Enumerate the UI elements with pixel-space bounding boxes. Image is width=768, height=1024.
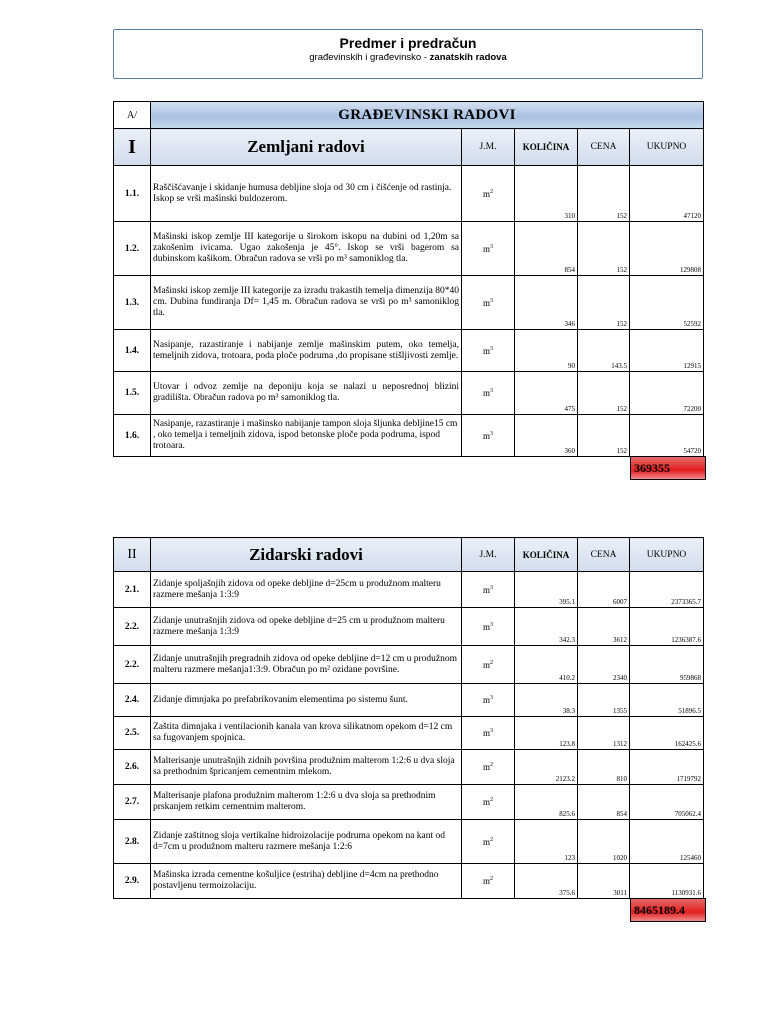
item-total: 129808 <box>630 222 704 276</box>
category-total: 8465189.4 <box>634 903 685 917</box>
category-number: I <box>114 129 151 166</box>
unit-exponent: 3 <box>490 695 493 701</box>
table-row <box>114 785 704 820</box>
item-total: 51896.5 <box>630 684 704 717</box>
column-total: UKUPNO <box>630 538 704 572</box>
item-description: Mašinski iskop zemlje III kategorije za izradu trakastih temelja dimenzija 80*40 cm. Dubina fundiranja Df= 1,45 m. Obračun radova se vrši po m³ samoniklog tla. <box>151 276 462 330</box>
table-row <box>114 572 704 608</box>
unit-base: m <box>482 584 490 595</box>
item-unit <box>462 717 515 750</box>
item-number: 1.2. <box>114 222 151 276</box>
item-price: 1020 <box>578 820 630 864</box>
document-header <box>113 29 703 79</box>
item-price: 810 <box>578 750 630 785</box>
unit-exponent: 2 <box>490 876 493 882</box>
unit-base: m <box>482 797 490 807</box>
item-price: 152 <box>578 166 630 222</box>
item-unit <box>462 276 515 330</box>
table-row <box>114 646 704 684</box>
unit-exponent: 3 <box>490 621 493 628</box>
item-price: 3011 <box>578 864 630 899</box>
item-unit <box>462 785 515 820</box>
document-subtitle <box>114 52 702 63</box>
unit-base: m <box>482 695 490 705</box>
item-price: 152 <box>578 415 630 457</box>
category-header-row <box>114 538 704 572</box>
subtitle-bold: zanatskih radova <box>429 52 507 63</box>
item-unit <box>462 646 515 684</box>
item-description: Zidanje unutrašnjih pregradnih zidova od opeke debljine d=12 cm u produžnom malteru razmere mešanja1:3:9. Obračun po m² ozidane površine. <box>151 646 462 684</box>
item-quantity: 825.6 <box>515 785 578 820</box>
item-description: Utovar i odvoz zemlje na deponiju koja se nalazi u neposrednoj blizini gradilišta. Obračun radova po m³ samoniklog tla. <box>151 372 462 415</box>
unit-exponent: 2 <box>490 188 493 195</box>
unit-exponent: 2 <box>490 836 493 843</box>
section-row <box>114 102 704 129</box>
column-quantity: KOLIČINA <box>515 129 578 166</box>
item-total: 1130931.6 <box>630 864 704 899</box>
item-total: 125460 <box>630 820 704 864</box>
item-quantity: 310 <box>515 166 578 222</box>
column-price: CENA <box>578 538 630 572</box>
item-price: 143.5 <box>578 330 630 372</box>
item-total: 54720 <box>630 415 704 457</box>
item-price: 1312 <box>578 717 630 750</box>
table-row <box>114 864 704 899</box>
item-quantity: 360 <box>515 415 578 457</box>
table-zemljani-radovi <box>113 101 704 457</box>
item-number: 1.4. <box>114 330 151 372</box>
item-unit <box>462 684 515 717</box>
item-quantity: 2123.2 <box>515 750 578 785</box>
unit-base: m <box>482 188 490 199</box>
item-number: 2.7. <box>114 785 151 820</box>
item-unit <box>462 372 515 415</box>
item-unit <box>462 864 515 899</box>
section-code: A/ <box>114 102 151 129</box>
unit-base: m <box>482 728 490 738</box>
category-title: Zemljani radovi <box>151 129 462 166</box>
item-total: 72200 <box>630 372 704 415</box>
item-quantity: 90 <box>515 330 578 372</box>
item-description: Malterisanje unutrašnjih zidnih površina produžnim malterom 1:2:6 u dva sloja sa prethodnim špricanjem cementnim mlekom. <box>151 750 462 785</box>
item-total: 959868 <box>630 646 704 684</box>
item-total: 1236387.6 <box>630 608 704 646</box>
item-number: 1.6. <box>114 415 151 457</box>
item-quantity: 410.2 <box>515 646 578 684</box>
item-quantity: 475 <box>515 372 578 415</box>
unit-base: m <box>482 836 490 847</box>
table-row <box>114 684 704 717</box>
item-unit <box>462 330 515 372</box>
unit-base: m <box>482 762 490 772</box>
item-description: Zaštita dimnjaka i ventilacionih kanala van krova silikatnom opekom d=12 cm sa fugovanjem spojnica. <box>151 717 462 750</box>
table-row <box>114 330 704 372</box>
unit-exponent: 3 <box>490 297 493 304</box>
item-description: Mašinska izrada cementne košuljice (estriha) debljine d=4cm na prethodno postavljenu termoizolaciju. <box>151 864 462 899</box>
unit-exponent: 3 <box>490 584 493 591</box>
unit-exponent: 3 <box>490 728 493 734</box>
table-body <box>114 166 704 457</box>
unit-exponent: 2 <box>490 762 493 768</box>
table-row <box>114 608 704 646</box>
item-number: 2.2. <box>114 608 151 646</box>
unit-base: m <box>482 243 490 254</box>
column-unit: J.M. <box>462 538 515 572</box>
item-unit <box>462 572 515 608</box>
item-unit <box>462 608 515 646</box>
document-title: Predmer i predračun <box>339 35 477 51</box>
item-quantity: 342.3 <box>515 608 578 646</box>
item-unit <box>462 415 515 457</box>
item-total: 12915 <box>630 330 704 372</box>
item-description: Malterisanje plafona produžnim malterom 1:2:6 u dva sloja sa prethodnim prskanjem retkim cementnim malterom. <box>151 785 462 820</box>
item-total: 162425.6 <box>630 717 704 750</box>
category-total-box <box>630 898 706 922</box>
item-unit <box>462 222 515 276</box>
table-row <box>114 372 704 415</box>
table-row <box>114 717 704 750</box>
unit-exponent: 3 <box>490 243 493 250</box>
table-zidarski-radovi <box>113 537 704 899</box>
table-row <box>114 166 704 222</box>
category-header-row <box>114 129 704 166</box>
item-number: 2.6. <box>114 750 151 785</box>
item-unit <box>462 750 515 785</box>
unit-exponent: 3 <box>490 345 493 352</box>
unit-base: m <box>482 621 490 632</box>
item-quantity: 38.3 <box>515 684 578 717</box>
unit-base: m <box>482 876 490 886</box>
item-unit <box>462 820 515 864</box>
item-price: 6007 <box>578 572 630 608</box>
item-number: 2.9. <box>114 864 151 899</box>
item-price: 152 <box>578 276 630 330</box>
item-total: 52592 <box>630 276 704 330</box>
column-quantity: KOLIČINA <box>515 538 578 572</box>
unit-base: m <box>482 297 490 308</box>
table-body <box>114 572 704 899</box>
unit-base: m <box>482 659 490 670</box>
unit-exponent: 2 <box>490 659 493 666</box>
item-price: 152 <box>578 222 630 276</box>
table-row <box>114 222 704 276</box>
item-total: 47120 <box>630 166 704 222</box>
item-total: 2373365.7 <box>630 572 704 608</box>
item-number: 2.8. <box>114 820 151 864</box>
unit-exponent: 3 <box>490 430 493 437</box>
table-row <box>114 276 704 330</box>
table-row <box>114 820 704 864</box>
item-number: 1.5. <box>114 372 151 415</box>
item-quantity: 346 <box>515 276 578 330</box>
table-row <box>114 750 704 785</box>
category-number: II <box>114 538 151 572</box>
item-price: 152 <box>578 372 630 415</box>
item-price: 3612 <box>578 608 630 646</box>
unit-exponent: 3 <box>490 388 493 394</box>
unit-base: m <box>482 345 490 356</box>
item-description: Mašinski iskop zemlje III kategorije u širokom iskopu na dubini od 1,20m sa zakošenim ivicama. Ugao zakošenja je 45°. Iskop se vrši bagerom sa dubinskom kašikom. Obračun radova se vrši po m³ samoniklog tla. <box>151 222 462 276</box>
category-title: Zidarski radovi <box>151 538 462 572</box>
item-description: Zidanje dimnjaka po prefabrikovanim elementima po sistemu šunt. <box>151 684 462 717</box>
item-price: 854 <box>578 785 630 820</box>
item-quantity: 854 <box>515 222 578 276</box>
item-description: Zidanje spoljašnjih zidova od opeke debljine d=25cm u produžnom malteru razmere mešanja 1:3:9 <box>151 572 462 608</box>
table-row <box>114 415 704 457</box>
item-description: Nasipanje, razastiranje i mašinsko nabijanje tampon sloja šljunka debljine15 cm , oko temelja i temeljnih zidova, ispod betonske ploče poda podruma, ispod trotoara. <box>151 415 462 457</box>
item-number: 2.4. <box>114 684 151 717</box>
item-number: 2.2. <box>114 646 151 684</box>
item-number: 1.1. <box>114 166 151 222</box>
item-quantity: 395.1 <box>515 572 578 608</box>
subtitle-plain: građevinskih i građevinsko - <box>309 52 430 63</box>
column-unit: J.M. <box>462 129 515 166</box>
column-price: CENA <box>578 129 630 166</box>
unit-base: m <box>482 430 490 441</box>
item-quantity: 123.8 <box>515 717 578 750</box>
item-description: Raščišćavanje i skidanje humusa debljine sloja od 30 cm i čišćenje od rastinja. Iskop se vrši mašinski buldozerom. <box>151 166 462 222</box>
category-total-box <box>630 456 706 480</box>
section-title: GRAĐEVINSKI RADOVI <box>151 102 704 129</box>
item-total: 705062.4 <box>630 785 704 820</box>
unit-base: m <box>482 388 490 398</box>
item-quantity: 375.6 <box>515 864 578 899</box>
item-description: Zidanje zaštitnog sloja vertikalne hidroizolacije podruma opekom na kant od d=7cm u produžnom malteru razmere mešanja 1:2:6 <box>151 820 462 864</box>
item-number: 2.5. <box>114 717 151 750</box>
item-total: 1719792 <box>630 750 704 785</box>
item-price: 1355 <box>578 684 630 717</box>
item-price: 2340 <box>578 646 630 684</box>
item-number: 1.3. <box>114 276 151 330</box>
item-description: Nasipanje, razastiranje i nabijanje zemlje mašinskim putem, oko temelja, temeljnih zidova, trotoara, poda ploče podruma ,do propisane stišljivosti zemlje. <box>151 330 462 372</box>
item-description: Zidanje unutrašnjih zidova od opeke debljine d=25 cm u produžnom malteru razmere mešanja 1:3:9 <box>151 608 462 646</box>
item-number: 2.1. <box>114 572 151 608</box>
column-total: UKUPNO <box>630 129 704 166</box>
category-total: 369355 <box>634 461 670 475</box>
unit-exponent: 2 <box>490 797 493 803</box>
item-unit <box>462 166 515 222</box>
item-quantity: 123 <box>515 820 578 864</box>
